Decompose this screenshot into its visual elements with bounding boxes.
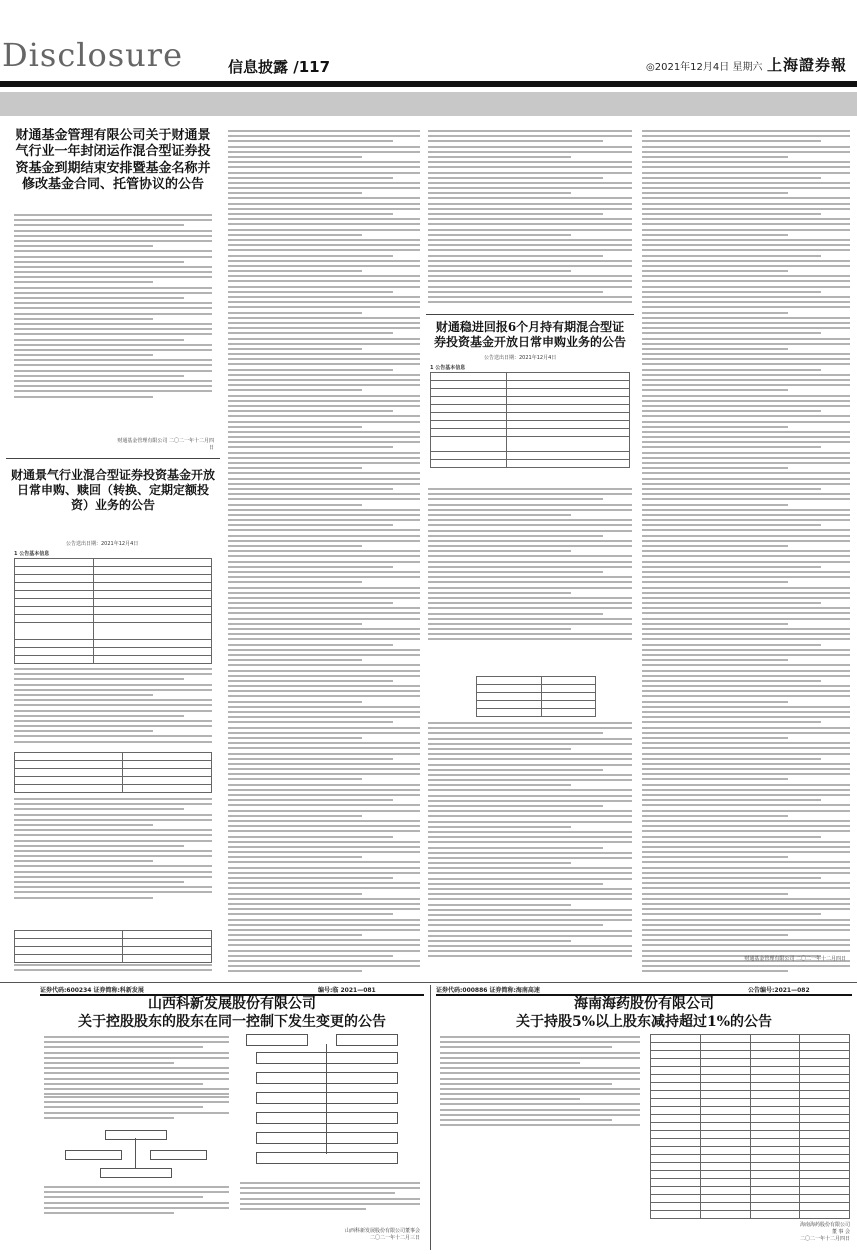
article-2-section: 1 公告基本信息 <box>14 551 50 557</box>
article-2-body-end <box>428 130 632 310</box>
article-3-body-continued <box>642 130 850 950</box>
column-middle-right <box>426 128 634 976</box>
org-node <box>256 1112 398 1124</box>
article-4-title-line2: 关于控股股东的股东在同一控制下发生变更的公告 <box>78 1014 386 1030</box>
column-middle-left <box>226 128 422 976</box>
article-4-body-a <box>44 1036 229 1098</box>
article-1-sign: 财通基金管理有限公司 二〇二一年十二月四日 <box>117 438 214 451</box>
article-5-sign-company: 海南海药股份有限公司 <box>799 1222 850 1228</box>
article-5-sign-date: 二〇二一年十二月四日 <box>799 1236 850 1242</box>
org-chart-small <box>60 1130 210 1180</box>
article-5-sign <box>740 1222 850 1243</box>
article-2-info-table <box>14 558 212 664</box>
article-3-body-a <box>428 488 632 668</box>
article-divider <box>6 458 220 459</box>
article-4-title-line1: 山西科新发展股份有限公司 <box>148 996 316 1012</box>
article-3-section: 1 公告基本信息 <box>430 365 466 371</box>
article-5-number: 公告编号:2021—082 <box>748 987 810 994</box>
article-2-body-b <box>14 798 212 918</box>
article-4-body-c <box>44 1186 229 1217</box>
article-4-sign-company: 山西科新发展股份有限公司董事会 <box>344 1228 420 1234</box>
org-node <box>336 1034 398 1046</box>
section-divider <box>0 982 857 983</box>
section-title: 信息披露 /117 <box>228 58 331 76</box>
article-3-info-table <box>430 372 630 468</box>
article-4-sign <box>300 1228 420 1242</box>
article-2-fee-table <box>14 752 212 793</box>
column-left <box>6 128 220 976</box>
org-chart-large <box>236 1034 420 1176</box>
org-edge <box>135 1138 136 1168</box>
bottom-divider <box>430 985 431 1250</box>
article-2-redemption-table <box>14 930 212 963</box>
org-edge <box>326 1044 327 1154</box>
newspaper-logo: 上海證券報 <box>767 56 848 74</box>
org-node <box>150 1150 207 1160</box>
article-3-body-b <box>428 722 632 976</box>
header-rule <box>0 81 857 87</box>
article-4-body-d <box>240 1182 420 1213</box>
article-4-number: 编号:临 2021—081 <box>318 987 376 994</box>
article-5-body-a <box>440 1036 640 1129</box>
org-node <box>100 1168 172 1178</box>
article-5-sign-board: 董 事 会 <box>831 1229 850 1235</box>
article-1-body <box>14 214 212 454</box>
article-5-title-line2: 关于持股5%以上股东减持超过1%的公告 <box>515 1014 773 1030</box>
issue-date: ◎2021年12月4日 星期六 <box>646 62 763 73</box>
org-node <box>256 1092 398 1104</box>
article-4-sign-date: 二〇二一年十二月三日 <box>369 1235 420 1241</box>
org-node <box>246 1034 308 1046</box>
column-right <box>640 128 852 976</box>
org-node <box>105 1130 167 1140</box>
article-4-body-b <box>44 1096 229 1122</box>
article-5-title-line1: 海南海药股份有限公司 <box>574 996 714 1012</box>
article-3-date: 公告送出日期：2021年12月4日 <box>484 355 557 361</box>
article-2-date: 公告送出日期：2021年12月4日 <box>66 541 139 547</box>
org-node <box>65 1150 122 1160</box>
article-divider <box>426 314 634 315</box>
article-3-fee-table <box>476 676 596 717</box>
page-header <box>0 0 857 76</box>
brand-mark <box>2 36 183 74</box>
article-5-table <box>650 1034 850 1219</box>
article-4-code: 证券代码:600234 证券简称:科新发展 <box>40 987 144 994</box>
org-node <box>256 1072 398 1084</box>
article-3-sign: 财通基金管理有限公司 二〇二一年十二月四日 <box>744 956 846 962</box>
article-2-body-c <box>14 964 212 976</box>
brand-text: Disclosure <box>2 36 183 74</box>
article-1-title: 财通基金管理有限公司关于财通景气行业一年封闭运作混合型证券投资基金到期结束安排暨基金名称并修改基金合同、托管协议的公告 <box>15 128 211 192</box>
article-2-body-continued <box>228 130 420 976</box>
article-5-code: 证券代码:000886 证券简称:海南高速 <box>436 987 540 994</box>
article-2-title: 财通景气行业混合型证券投资基金开放日常申购、赎回（转换、定期定额投资）业务的公告 <box>10 468 215 512</box>
article-2-body-a <box>14 668 212 758</box>
org-node <box>256 1132 398 1144</box>
org-node <box>256 1052 398 1064</box>
org-node <box>256 1152 398 1164</box>
decorative-strip <box>0 92 857 116</box>
article-3-title: 财通稳进回报6个月持有期混合型证券投资基金开放日常申购业务的公告 <box>433 320 626 349</box>
